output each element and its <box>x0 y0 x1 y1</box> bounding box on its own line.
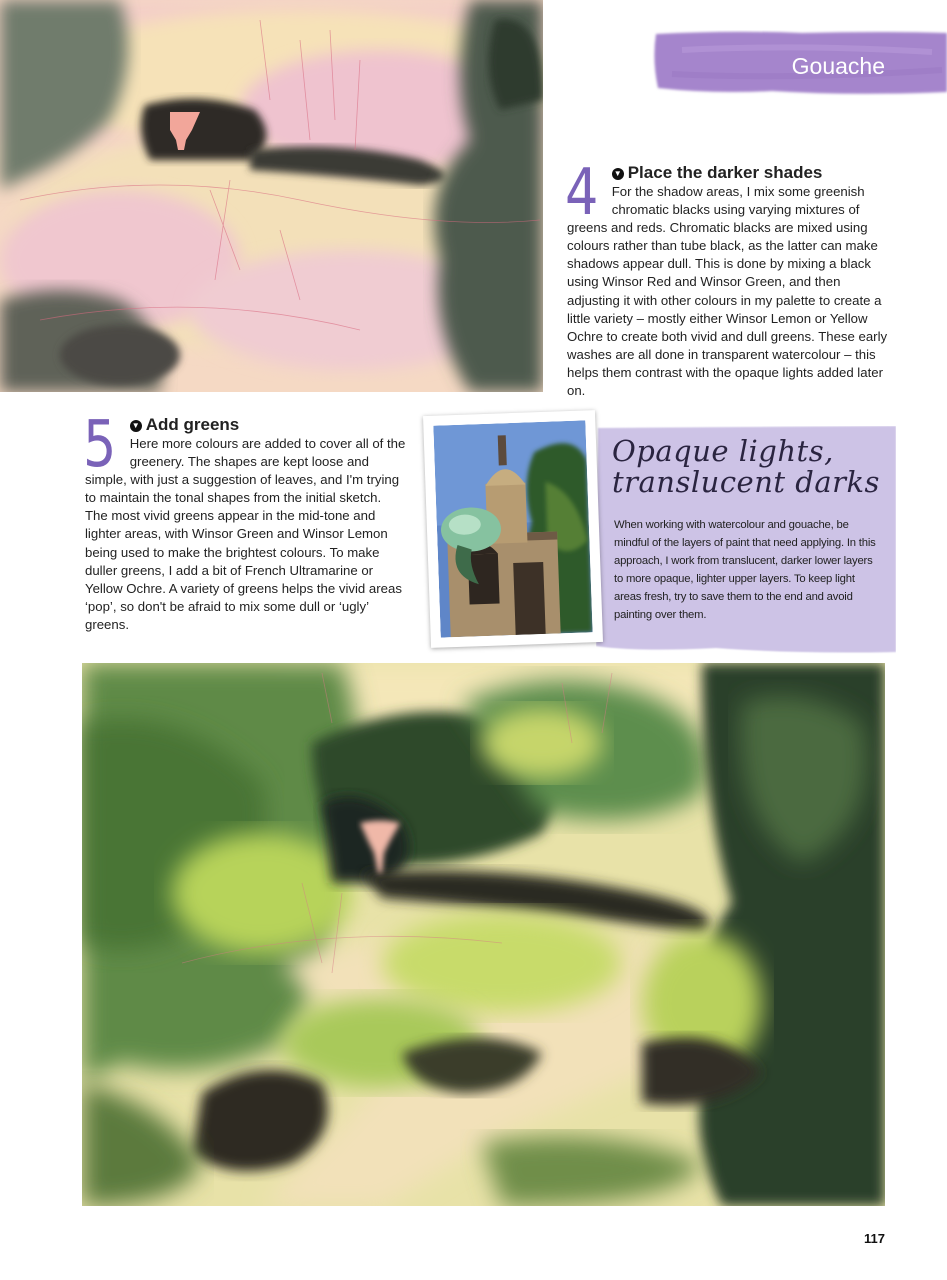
painting-step-5 <box>82 663 885 1206</box>
step-body: For the shadow areas, I mix some greenish chromatic blacks using varying mixtures of greens and reds. Chromatic blacks are mixed using colours rather than tube black, as the latter can make shadows appear dull. This is done by mixing a black using Winsor Red and Winsor Green, and then adjusting it with other colours in my palette to create a little variety – mostly either Winsor Lemon or Yellow Ochre to create both vivid and dull greens. These early washes are all done in transparent watercolour – this helps them contrast with the opaque lights added later on. <box>567 184 888 399</box>
page-number: 117 <box>864 1231 885 1246</box>
section-label: Gouache <box>791 53 885 79</box>
step-number: 5 <box>83 408 117 482</box>
tip-box <box>596 426 896 654</box>
step-4 <box>565 156 889 400</box>
step-title: ▼ Add greens <box>85 415 407 435</box>
step-title: ▼ Place the darker shades <box>567 163 889 183</box>
chevron-down-circle-icon: ▼ <box>612 168 624 180</box>
tip-title: Opaque lights, translucent darks <box>612 434 880 499</box>
step-5 <box>83 408 407 634</box>
chevron-down-circle-icon: ▼ <box>130 420 142 432</box>
step-number: 4 <box>565 156 599 230</box>
section-tab <box>652 30 947 96</box>
tip-body: When working with watercolour and gouache, be mindful of the layers of paint that need applying. In this approach, I work from translucent, darker lower layers to more opaque, lighter upper layers. To keep light areas fresh, try to save them to the end and avoid painting over them. <box>614 519 876 622</box>
step-body: Here more colours are added to cover all of the greenery. The shapes are kept loose and simple, with just a suggestion of leaves, and I'm trying to maintain the tonal shapes from the initial sketch. The most vivid greens appear in the mid-tone and lighter areas, with Winsor Green and Winsor Lemon being used to make the brightest colours. To make duller greens, I add a bit of French Ultramarine or Yellow Ochre. A variety of greens helps the vivid areas ‘pop’, so don't be afraid to mix some dull or ‘ugly’ greens. <box>85 436 406 632</box>
reference-photo <box>423 410 603 648</box>
painting-step-4 <box>0 0 543 392</box>
